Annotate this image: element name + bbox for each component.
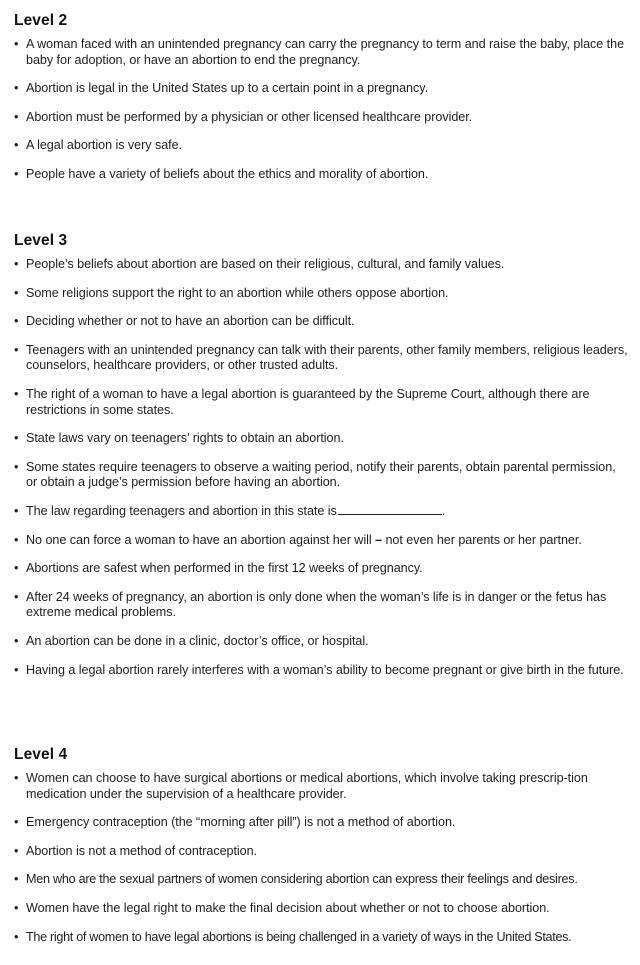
bullet-icon: •: [14, 459, 19, 474]
list-item: [14, 590, 638, 621]
level-2-section: [14, 12, 634, 183]
list-item-text: A legal abortion is very safe.: [26, 138, 183, 153]
list-item-text: Abortion is not a method of contraception.: [26, 843, 258, 858]
bullet-icon: •: [14, 633, 19, 648]
list-item-text: Some religions support the right to an abortion while others oppose abortion.: [26, 285, 449, 300]
bullet-icon: •: [14, 532, 19, 547]
list-item: [14, 37, 638, 68]
list-item: [14, 634, 634, 650]
level-3-section: [14, 232, 634, 678]
list-item: [14, 167, 634, 183]
list-item: [14, 314, 634, 330]
level-2-heading: Level 2: [14, 12, 68, 29]
list-item: [14, 343, 638, 374]
list-item: [14, 110, 634, 126]
bullet-icon: •: [14, 138, 19, 153]
bullet-icon: •: [14, 815, 19, 830]
list-item: [14, 138, 634, 154]
list-item-text: An abortion can be done in a clinic, doctor’s office, or hospital.: [26, 633, 369, 648]
list-item-text: No one can force a woman to have an abortion against her will: [26, 532, 372, 547]
list-item-text: A woman faced with an unintended pregnancy can carry the pregnancy to term and raise the baby, place the baby for adoption, or have an abortion to end the pregnancy.: [26, 37, 625, 67]
list-item-text: Some states require teenagers to observe a waiting period, notify their parents, obtain parental permission, or obtain a judge’s permission before having an abortion.: [26, 459, 616, 490]
list-item: [14, 286, 634, 302]
list-item-text: Teenagers with an unintended pregnancy can talk with their parents, other family members, religious leaders, counselors, healthcare providers, or other trusted adults.: [26, 342, 628, 373]
list-item-text: Abortions are safest when performed in the first 12 weeks of pregnancy.: [26, 561, 423, 576]
list-item-text: Emergency contraception (the “morning after pill”) is not a method of abortion.: [26, 815, 456, 830]
bullet-icon: •: [14, 342, 19, 357]
bullet-icon: •: [14, 166, 19, 181]
level-2-bullet-list: [14, 37, 634, 183]
bullet-icon: •: [14, 872, 19, 887]
level-3-bullet-list: [14, 257, 634, 678]
bullet-icon: •: [14, 589, 19, 604]
list-item: [14, 460, 616, 491]
list-item-text: The right of women to have legal abortions is being challenged in a variety of ways in the United States.: [26, 929, 572, 944]
bullet-icon: •: [14, 771, 19, 785]
list-item: [14, 387, 638, 418]
list-item-text: Having a legal abortion rarely interferes with a woman’s ability to become pregnant or give birth in the future.: [26, 662, 624, 677]
list-item: [14, 431, 634, 447]
level-3-heading: Level 3: [14, 232, 68, 249]
list-item-text-end: not even her parents or her partner.: [385, 532, 582, 547]
list-item-text: People’s beliefs about abortion are based on their religious, cultural, and family values.: [26, 257, 505, 271]
bullet-icon: •: [14, 662, 19, 677]
bullet-icon: •: [14, 843, 19, 858]
list-item: [14, 504, 634, 520]
bullet-icon: •: [14, 257, 19, 271]
list-item: [14, 872, 634, 888]
bullet-icon: •: [14, 314, 19, 329]
list-item: [14, 533, 634, 549]
bullet-icon: •: [14, 37, 19, 51]
bullet-icon: •: [14, 929, 19, 944]
fill-in-blank-line: [338, 504, 442, 515]
bullet-icon: •: [14, 109, 19, 124]
list-item: [14, 561, 634, 577]
list-item-text: After 24 weeks of pregnancy, an abortion is only done when the woman’s life is in danger or the fetus has extreme medical problems.: [26, 589, 607, 620]
bullet-icon: •: [14, 503, 19, 518]
bullet-icon: •: [14, 561, 19, 576]
level-4-heading: Level 4: [14, 746, 68, 763]
list-item-text: The law regarding teenagers and abortion in this state is: [26, 503, 337, 518]
bullet-icon: •: [14, 386, 19, 401]
list-item: [14, 844, 634, 860]
level-4-section: [14, 746, 634, 945]
list-item-text: Deciding whether or not to have an abortion can be difficult.: [26, 314, 355, 329]
bullet-icon: •: [14, 431, 19, 446]
list-item-text: Women can choose to have surgical abortions or medical abortions, which involve taking prescrip-tion medication under the supervision of a healthcare provider.: [26, 771, 588, 801]
list-item: [14, 257, 634, 273]
em-dash: –: [371, 532, 386, 547]
list-item-text: People have a variety of beliefs about the ethics and morality of abortion.: [26, 166, 429, 181]
list-item: [14, 771, 626, 802]
list-item-text: State laws vary on teenagers’ rights to obtain an abortion.: [26, 431, 344, 446]
list-item-text: Women have the legal right to make the final decision about whether or not to choose abortion.: [26, 900, 550, 915]
list-item-text: Abortion is legal in the United States up to a certain point in a pregnancy.: [26, 81, 429, 96]
list-item: [14, 901, 634, 917]
level-4-bullet-list: [14, 771, 634, 945]
list-item: [14, 930, 634, 946]
bullet-icon: •: [14, 285, 19, 300]
list-item: [14, 81, 634, 97]
list-item: [14, 815, 634, 831]
list-item-text-end: .: [441, 503, 446, 518]
list-item-text: Men who are the sexual partners of women considering abortion can express their feelings and desires.: [26, 872, 578, 887]
bullet-icon: •: [14, 81, 19, 96]
list-item-text: Abortion must be performed by a physician or other licensed healthcare provider.: [26, 109, 473, 124]
list-item-text: The right of a woman to have a legal abortion is guaranteed by the Supreme Court, although there are restrictions in some states.: [26, 386, 590, 417]
bullet-icon: •: [14, 900, 19, 915]
list-item: [14, 663, 640, 679]
